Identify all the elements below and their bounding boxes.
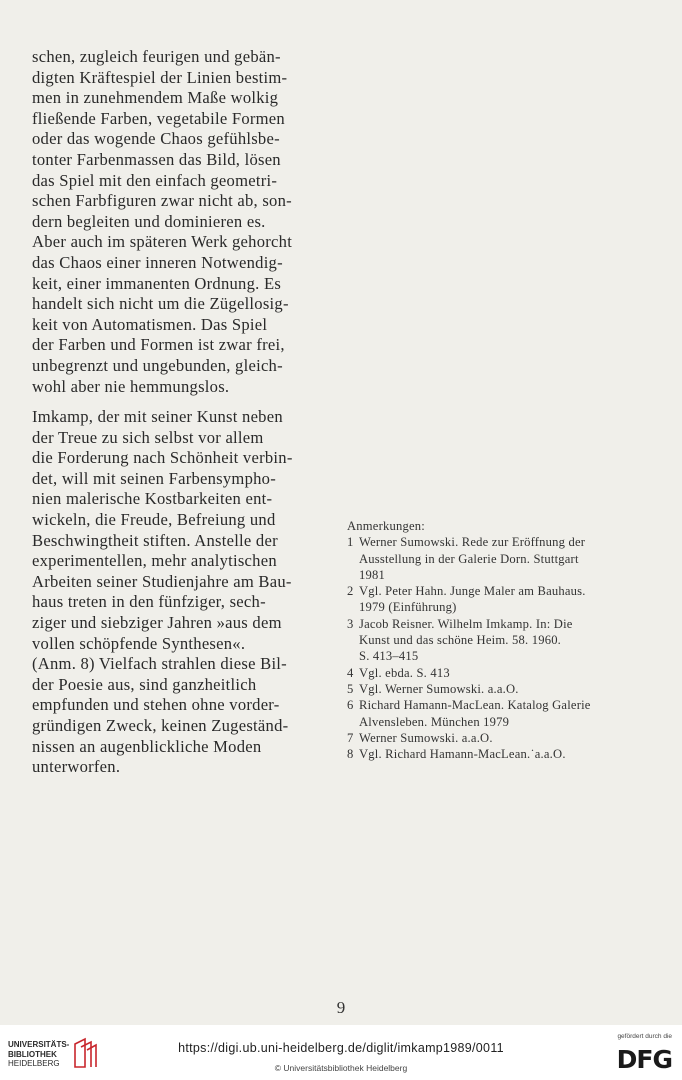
paragraph-1-line: schen, zugleich feurigen und gebän-	[32, 47, 281, 66]
footnote-line: Vgl. Peter Hahn. Junge Maler am Bauhaus.	[359, 584, 586, 599]
footnote-text	[359, 616, 667, 665]
footnote-item	[347, 746, 667, 762]
dfg-wordmark: DFG	[616, 1045, 672, 1074]
footnote-line: Jacob Reisner. Wilhelm Imkamp. In: Die	[359, 616, 573, 631]
footnote-line: Vgl. Richard Hamann-MacLean.˙a.a.O.	[359, 747, 566, 762]
paragraph-2-line: der Treue zu sich selbst vor allem	[32, 427, 264, 447]
dfg-caption: gefördert durch die	[617, 1033, 672, 1040]
body-paragraph-2	[32, 407, 332, 778]
footnote-item	[347, 583, 667, 616]
footnote-text	[359, 665, 667, 681]
footnote-number: 5	[347, 681, 354, 696]
footnote-line: Alvensleben. München 1979	[359, 714, 510, 729]
footnote-item	[347, 681, 667, 697]
footnote-number: 6	[347, 698, 354, 713]
paragraph-2-line: experimentellen, mehr analytischen	[32, 551, 277, 571]
footnote-item	[347, 665, 667, 681]
footnote-item	[347, 534, 667, 583]
page-number: 9	[336, 998, 346, 1017]
paragraph-2-line: gründigen Zweck, keinen Zugeständ-	[32, 715, 289, 735]
footnote-line: Vgl. ebda. S. 413	[359, 665, 450, 680]
paragraph-2-line: Arbeiten seiner Studienjahre am Bau-	[32, 571, 292, 591]
paragraph-2-line: det, will mit seinen Farbensympho-	[32, 468, 277, 488]
footnote-line: Werner Sumowski. a.a.O.	[359, 730, 493, 745]
paragraph-1-line: das Chaos einer inneren Notwendig-	[32, 252, 283, 272]
paragraph-2-line: nien malerische Kostbarkeiten ent-	[32, 489, 273, 509]
paragraph-1-line: keit von Automatismen. Das Spiel	[32, 314, 268, 334]
footnote-number: 8	[347, 747, 354, 762]
paragraph-1-line: digten Kräftespiel der Linien bestim-	[32, 67, 288, 87]
body-paragraph-1	[32, 47, 332, 397]
permalink-url[interactable]: https://digi.ub.uni-heidelberg.de/diglit/imkamp1989/0011	[178, 1041, 504, 1055]
footnotes-heading: Anmerkungen:	[347, 519, 425, 533]
paragraph-1-line: dern begleiten und dominieren es.	[32, 211, 266, 231]
footnote-line: Vgl. Werner Sumowski. a.a.O.	[359, 681, 519, 696]
paragraph-1-line: fließende Farben, vegetabile Formen	[32, 108, 285, 128]
footnote-item	[347, 697, 667, 730]
paragraph-2-line: die Forderung nach Schönheit verbin-	[32, 448, 293, 468]
paragraph-2-line: (Anm. 8) Vielfach strahlen diese Bil-	[32, 654, 287, 674]
footnote-line: Ausstellung in der Galerie Dorn. Stuttgart	[359, 551, 579, 566]
library-name: UNIVERSITÄTS- BIBLIOTHEK HEIDELBERG	[8, 1040, 70, 1068]
footnote-item	[347, 616, 667, 665]
footnote-text	[359, 697, 667, 730]
paragraph-1-line: der Farben und Formen ist zwar frei,	[32, 335, 285, 355]
footnote-text	[359, 583, 667, 616]
footnote-item	[347, 730, 667, 746]
paragraph-1-line: wohl aber nie hemmungslos.	[32, 376, 230, 396]
footnote-number: 2	[347, 584, 354, 599]
paragraph-2-line: ziger und siebziger Jahren »aus dem	[32, 612, 282, 632]
paragraph-2-line: unterworfen.	[32, 757, 121, 777]
dfg-logo[interactable]	[602, 1033, 672, 1075]
footnote-line: Kunst und das schöne Heim. 58. 1960.	[359, 633, 562, 648]
footnote-number: 1	[347, 535, 354, 550]
paragraph-1-line: unbegrenzt und ungebunden, gleich-	[32, 355, 283, 375]
footer-bar	[0, 1025, 682, 1080]
footnote-line: S. 413–415	[359, 649, 419, 664]
footnote-text	[359, 730, 667, 746]
footnote-text	[359, 681, 667, 697]
paragraph-2-line: haus treten in den fünfziger, sech-	[32, 592, 266, 612]
footnote-line: Werner Sumowski. Rede zur Eröffnung der	[359, 535, 586, 550]
paragraph-1-line: oder das wogende Chaos gefühlsbe-	[32, 129, 280, 149]
paragraph-2-line: nissen an augenblickliche Moden	[32, 736, 262, 756]
footnote-line: Richard Hamann-MacLean. Katalog Galerie	[359, 698, 591, 713]
paragraph-2-line: vollen schöpfende Synthesen«.	[32, 633, 246, 653]
footnote-number: 7	[347, 730, 354, 745]
paragraph-2-line: empfunden und stehen ohne vorder-	[32, 695, 280, 715]
paragraph-1-line: das Spiel mit den einfach geometri-	[32, 170, 278, 190]
footnote-list	[347, 534, 667, 762]
paragraph-2-line: Imkamp, der mit seiner Kunst neben	[32, 407, 283, 426]
paragraph-2-line: Beschwingtheit stiften. Anstelle der	[32, 530, 278, 550]
footnote-text	[359, 534, 667, 583]
footnote-number: 3	[347, 616, 354, 631]
footnotes	[347, 518, 667, 762]
footnote-line: 1979 (Einführung)	[359, 600, 457, 615]
paragraph-1-line: tonter Farbenmassen das Bild, lösen	[32, 149, 281, 169]
paragraph-2-line: wickeln, die Freude, Befreiung und	[32, 509, 276, 529]
paragraph-1-line: keit, einer immanenten Ordnung. Es	[32, 273, 282, 293]
paragraph-2-line: der Poesie aus, sind ganzheitlich	[32, 674, 257, 694]
footnote-line: 1981	[359, 567, 385, 582]
paragraph-1-line: men in zunehmendem Maße wolkig	[32, 88, 279, 108]
copyright-notice: © Universitätsbibliothek Heidelberg	[274, 1063, 408, 1073]
paragraph-1-line: handelt sich nicht um die Zügellosig-	[32, 294, 289, 314]
paragraph-1-line: schen Farbfiguren zwar nicht ab, son-	[32, 191, 292, 211]
paragraph-1-line: Aber auch im späteren Werk gehorcht	[32, 232, 293, 252]
footnote-number: 4	[347, 665, 354, 680]
footnote-text	[359, 746, 667, 762]
